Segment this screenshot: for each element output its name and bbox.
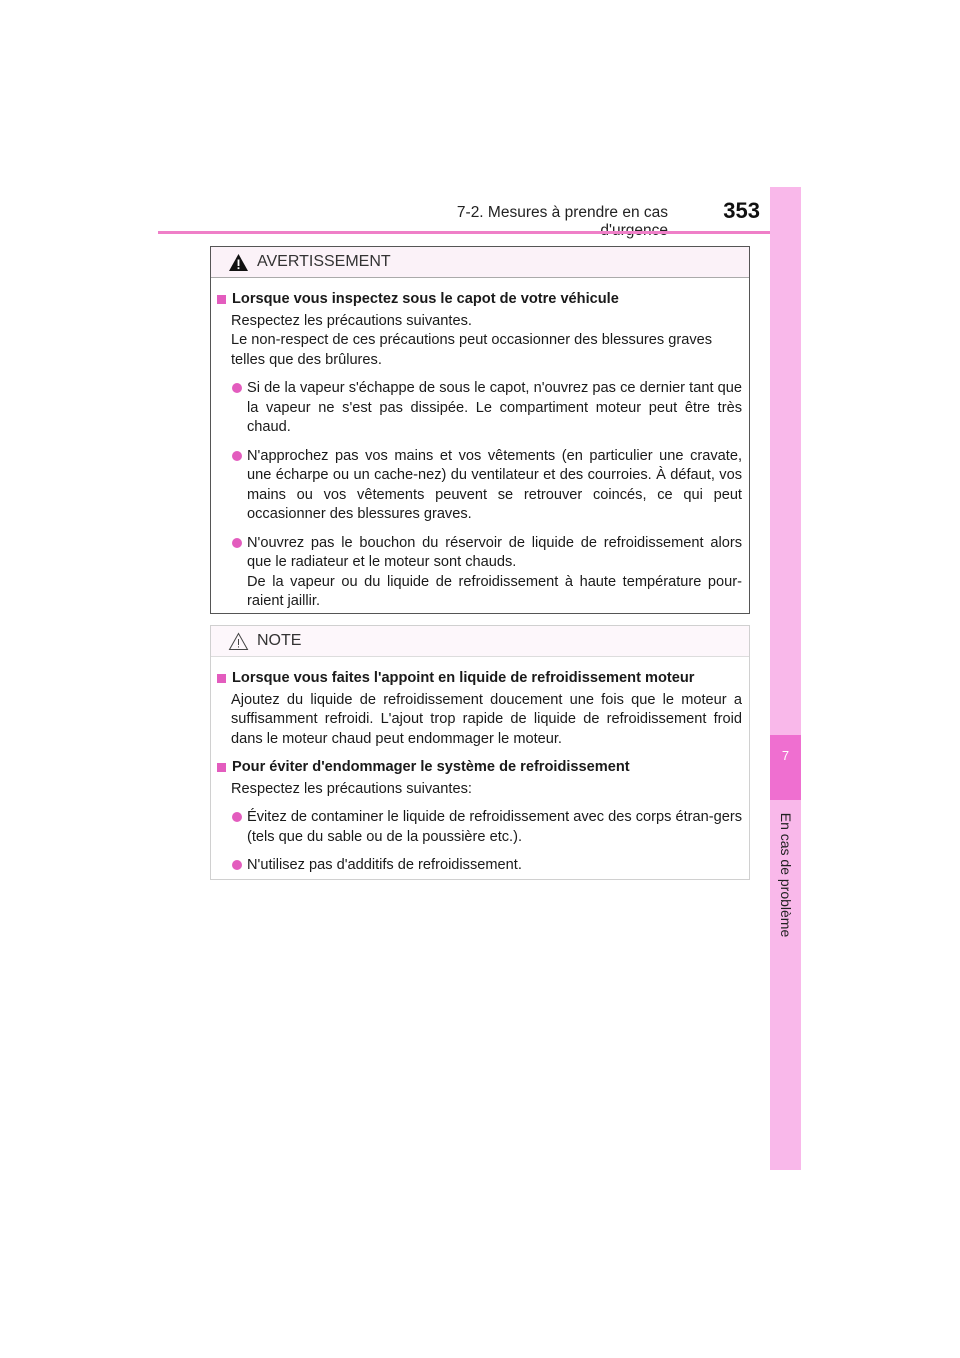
note-section-heading: [217, 758, 742, 778]
note-box: [210, 625, 750, 880]
warning-intro-line-1: Respectez les précautions suivantes.: [231, 312, 472, 329]
note-heading-text: Pour éviter d'endommager le système de refroidissement: [232, 759, 630, 775]
warning-intro-line-2: Le non-respect de ces précautions peut occasionner des blessures graves telles que des brûlures.: [231, 332, 713, 368]
page-number: 353: [723, 198, 760, 223]
round-bullet-icon: [232, 538, 242, 548]
warning-bullet-extra: De la vapeur ou du liquide de refroidissement à haute température pour-raient jaillir.: [247, 573, 742, 609]
chapter-number-box: [770, 735, 801, 800]
section-title: 7-2. Mesures à prendre en cas: [456, 204, 668, 221]
note-intro: Respectez les précautions suivantes:: [231, 780, 472, 797]
note-body: [211, 657, 749, 876]
note-heading-text: Lorsque vous faites l'appoint en liquide de refroidissement moteur: [232, 670, 695, 686]
warning-section-heading: [217, 290, 742, 310]
square-bullet-icon: [217, 763, 226, 772]
warning-bullet: [217, 534, 742, 612]
note-paragraph: Ajoutez du liquide de refroidissement doucement une fois que le moteur a suffisamment refroidi. L'ajout trop rapide de liquide de refroidissement froid dans le moteur chaud peut endommager le moteur.: [231, 691, 742, 747]
warning-title: AVERTISSEMENT: [257, 253, 391, 270]
note-section-heading: [217, 669, 742, 689]
note-bullet-text: N'utilisez pas d'additifs de refroidissement.: [247, 857, 522, 873]
caution-triangle-icon: [228, 632, 249, 651]
warning-bullet-text: N'approchez pas vos mains et vos vêtements (en particulier une cravate, une écharpe ou un cache-nez) du ventilateur et des courroies. À défaut, vos mains ou vos vêtements peuvent se retrouver coincés, ce qui peut occasionner des blessures graves.: [247, 447, 742, 522]
note-bullet: [217, 808, 742, 847]
warning-body: [211, 278, 749, 612]
header-divider: [158, 231, 801, 234]
warning-box: [210, 246, 750, 614]
square-bullet-icon: [217, 674, 226, 683]
note-bullet-text: Évitez de contaminer le liquide de refroidissement avec des corps étran-gers (tels que du sable ou de la poussière etc.).: [247, 809, 742, 845]
round-bullet-icon: [232, 812, 242, 822]
chapter-number: 7: [781, 748, 790, 763]
warning-triangle-icon: [228, 253, 249, 272]
square-bullet-icon: [217, 295, 226, 304]
round-bullet-icon: [232, 860, 242, 870]
note-header: [211, 626, 749, 657]
chapter-side-tab: [770, 187, 801, 1170]
round-bullet-icon: [232, 451, 242, 461]
note-bullet: [217, 856, 742, 876]
warning-heading-text: Lorsque vous inspectez sous le capot de votre véhicule: [232, 291, 619, 307]
warning-intro: [217, 312, 742, 371]
warning-bullet-text: [247, 534, 742, 612]
warning-bullet: [217, 447, 742, 525]
round-bullet-icon: [232, 383, 242, 393]
warning-bullet: [217, 379, 742, 438]
note-title: NOTE: [257, 632, 302, 649]
warning-bullet-text: Si de la vapeur s'échappe de sous le capot, n'ouvrez pas ce dernier tant que la vapeur ne s'est pas dissipée. Le compartiment moteur peut être très chaud.: [247, 380, 742, 435]
chapter-title: En cas de problème: [778, 812, 794, 938]
warning-bullet-main: N'ouvrez pas le bouchon du réservoir de liquide de refroidissement alors que le radiateur et le moteur sont chauds.: [247, 534, 742, 570]
warning-header: [211, 247, 749, 278]
